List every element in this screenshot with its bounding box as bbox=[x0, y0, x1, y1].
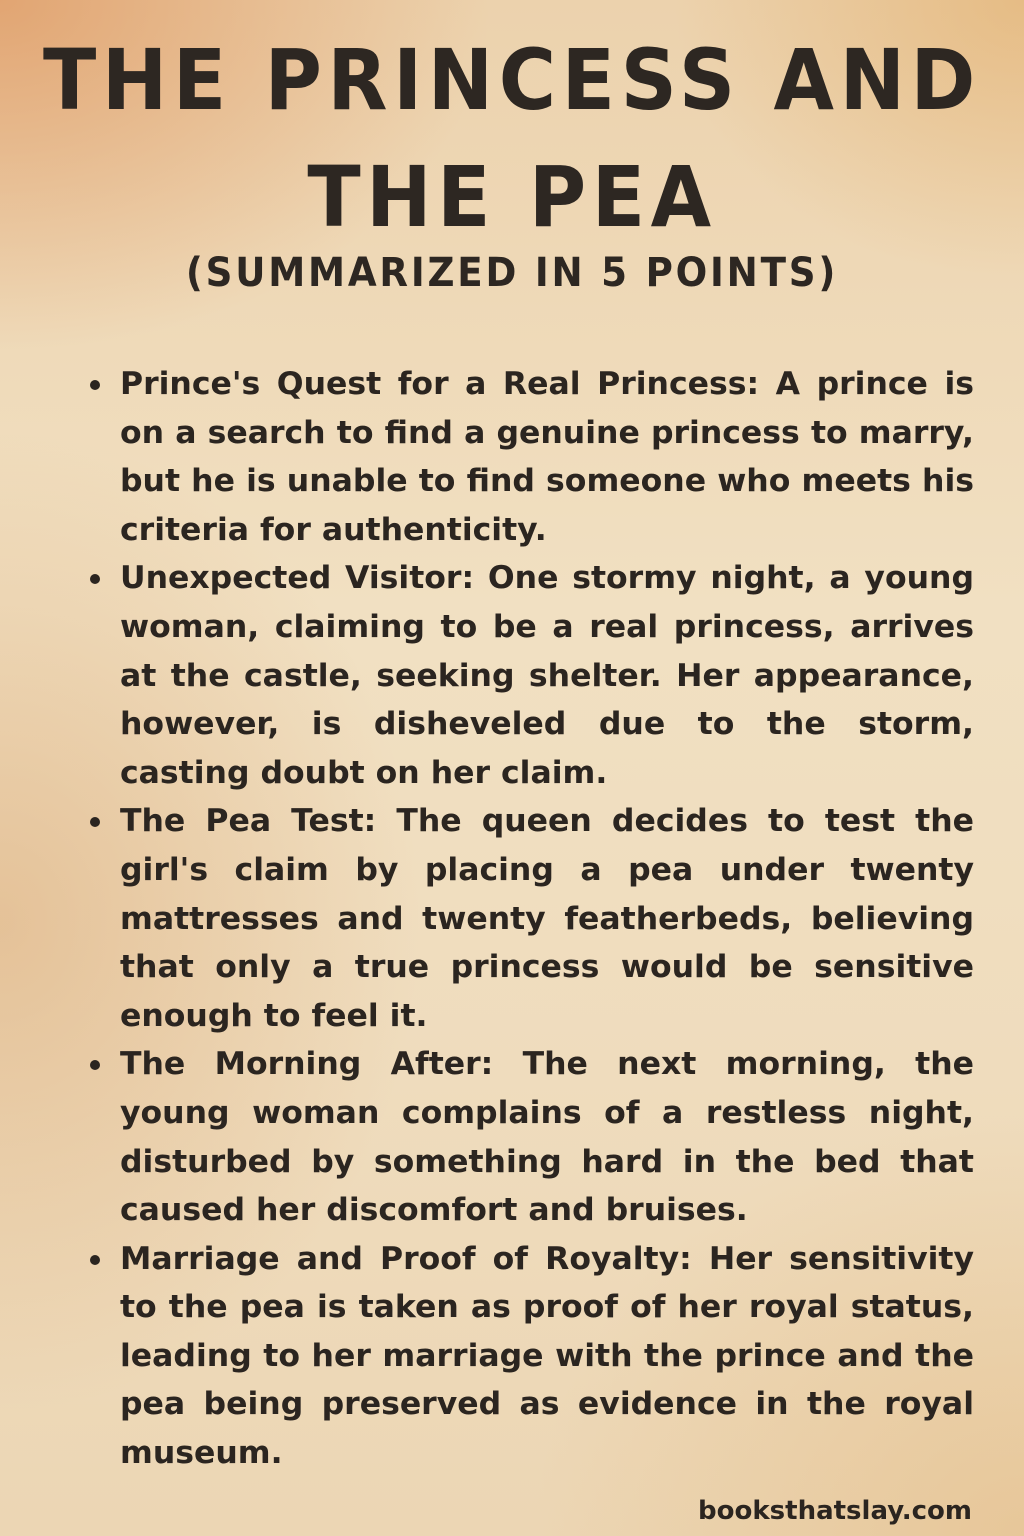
bullet-icon bbox=[90, 574, 100, 584]
point-text: The next morning, the young woman complains of a restless night, disturbed by something hard in the bed that caused her discomfort and bruises. bbox=[120, 1046, 974, 1229]
summary-point bbox=[88, 360, 974, 554]
point-text: A prince is on a search to find a genuine princess to marry, but he is unable to find someone who meets his criteria for authenticity. bbox=[120, 366, 974, 548]
summary-point bbox=[88, 797, 974, 1040]
point-text: One stormy night, a young woman, claiming to be a real princess, arrives at the castle, seeking shelter. Her appearance, however, is disheveled due to the storm, casting doubt on her claim. bbox=[120, 560, 975, 791]
summary-point bbox=[88, 1235, 974, 1478]
point-label: The Morning After: bbox=[120, 1046, 494, 1083]
title-line-1: THE PRINCESS AND bbox=[43, 31, 981, 129]
bullet-icon bbox=[90, 1255, 100, 1265]
point-label: Prince's Quest for a Real Princess: bbox=[120, 366, 760, 402]
point-text: Her sensitivity to the pea is taken as proof of her royal status, leading to her marriage with the prince and the pea being preserved as evidence in the royal museum. bbox=[120, 1240, 975, 1472]
point-label: Unexpected Visitor: bbox=[120, 560, 475, 597]
bullet-icon bbox=[90, 1060, 100, 1070]
point-label: The Pea Test: bbox=[120, 803, 377, 840]
source-watermark: booksthatslay.com bbox=[698, 1496, 972, 1526]
summary-point bbox=[88, 554, 974, 797]
summary-point bbox=[88, 1040, 974, 1234]
summary-list bbox=[88, 360, 974, 1478]
bullet-icon bbox=[90, 817, 100, 827]
page-title bbox=[36, 22, 988, 256]
point-label: Marriage and Proof of Royalty: bbox=[120, 1240, 692, 1277]
bullet-icon bbox=[90, 380, 100, 390]
page-subtitle: (SUMMARIZED IN 5 POINTS) bbox=[185, 250, 839, 296]
point-text: The queen decides to test the girl's claim by placing a pea under twenty mattresses and twenty featherbeds, believing that only a true princess would be sensitive enough to feel it. bbox=[120, 803, 974, 1034]
title-line-2: THE PEA bbox=[307, 148, 717, 246]
